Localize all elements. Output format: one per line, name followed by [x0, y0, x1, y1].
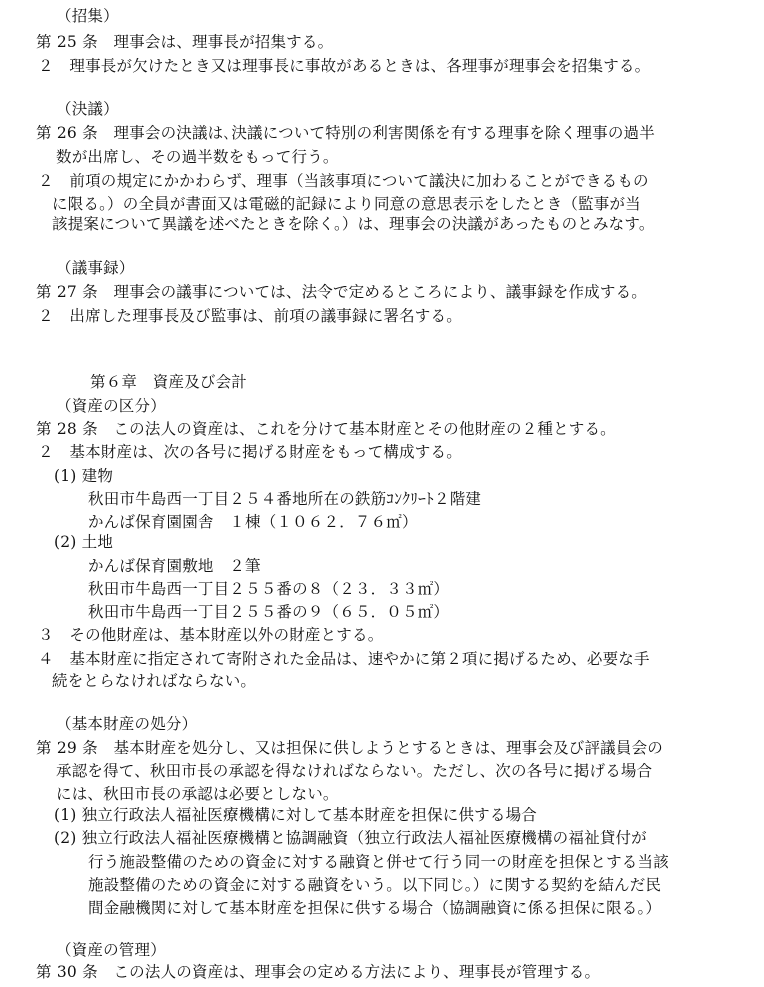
chapter-title: 第６章 資産及び会計	[90, 373, 248, 391]
item-building: (1) 建物	[54, 467, 114, 485]
caption-resolution: （決議）	[56, 100, 119, 118]
caption-convocation: （招集）	[56, 7, 119, 25]
article-28-para-2: ２ 基本財産は、次の各号に掲げる財産をもって構成する。	[38, 443, 462, 461]
article-29-item-1: (1) 独立行政法人福祉医療機構に対して基本財産を担保に供する場合	[54, 806, 537, 824]
caption-asset-classification: （資産の区分）	[56, 397, 166, 415]
article-26-para-2-cont: に限る。）の全員が書面又は電磁的記録により同意の意思表示をしたとき（監事が当	[52, 195, 641, 213]
article-25: 第 25 条 理事会は、理事長が招集する。	[36, 33, 334, 51]
article-28-para-4: ４ 基本財産に指定されて寄附された金品は、速やかに第２項に掲げるため、必要な手	[38, 650, 650, 668]
caption-minutes: （議事録）	[56, 259, 135, 277]
article-26-para-2: ２ 前項の規定にかかわらず、理事（当該事項について議決に加わることができるもの	[38, 172, 649, 190]
article-26-cont: 数が出席し、その過半数をもって行う。	[56, 148, 339, 166]
article-29-cont: には、秋田市長の承認は必要としない。	[56, 785, 339, 803]
land-lot-9: 秋田市牛島西一丁目２５５番の９（６５．０５㎡）	[88, 603, 450, 621]
article-26-para-2-cont: 該提案について異議を述べたときを除く。）は、理事会の決議があったものとみなす。	[52, 215, 655, 233]
article-27: 第 27 条 理事会の議事については、法令で定めるところにより、議事録を作成する。	[36, 283, 647, 301]
land-site: かんば保育園敷地 ２筆	[88, 557, 261, 575]
article-28-para-3: ３ その他財産は、基本財産以外の財産とする。	[38, 626, 384, 644]
article-29-item-2: (2) 独立行政法人福祉医療機構と協調融資（独立行政法人福祉医療機構の福祉貸付が	[54, 829, 647, 847]
item-land: (2) 土地	[54, 533, 114, 551]
article-26: 第 26 条 理事会の決議は､決議について特別の利害関係を有する理事を除く理事の過半	[36, 124, 655, 142]
article-28-para-4-cont: 続をとらなければならない。	[52, 672, 257, 690]
article-29-cont: 承認を得て、秋田市長の承認を得なければならない。ただし、次の各号に掲げる場合	[56, 762, 653, 780]
article-29-item-2-cont: 施設整備のための資金に対する融資をいう。以下同じ。）に関する契約を結んだ民	[88, 876, 662, 894]
building-details: かんば保育園園舎 １棟（１０６２．７６㎡）	[88, 513, 418, 531]
article-30: 第 30 条 この法人の資産は、理事会の定める方法により、理事長が管理する。	[36, 963, 601, 981]
caption-disposal: （基本財産の処分）	[56, 715, 198, 733]
article-29: 第 29 条 基本財産を処分し、又は担保に供しようとするときは、理事会及び評議員会の	[36, 739, 663, 757]
article-28: 第 28 条 この法人の資産は、これを分けて基本財産とその他財産の２種とする。	[36, 420, 616, 438]
article-27-para-2: ２ 出席した理事長及び監事は、前項の議事録に署名する。	[38, 307, 462, 325]
land-lot-8: 秋田市牛島西一丁目２５５番の８（２３．３３㎡）	[88, 580, 450, 598]
article-25-para-2: ２ 理事長が欠けたとき又は理事長に事故があるときは、各理事が理事会を招集する。	[38, 57, 651, 75]
article-29-item-2-cont: 間金融機関に対して基本財産を担保に供する場合（協調融資に係る担保に限る。）	[88, 899, 662, 917]
caption-asset-management: （資産の管理）	[56, 941, 166, 959]
building-location: 秋田市牛島西一丁目２５４番地所在の鉄筋ｺﾝｸﾘｰﾄ２階建	[88, 490, 482, 508]
article-29-item-2-cont: 行う施設整備のための資金に対する融資と併せて行う同一の財産を担保とする当該	[88, 853, 669, 871]
